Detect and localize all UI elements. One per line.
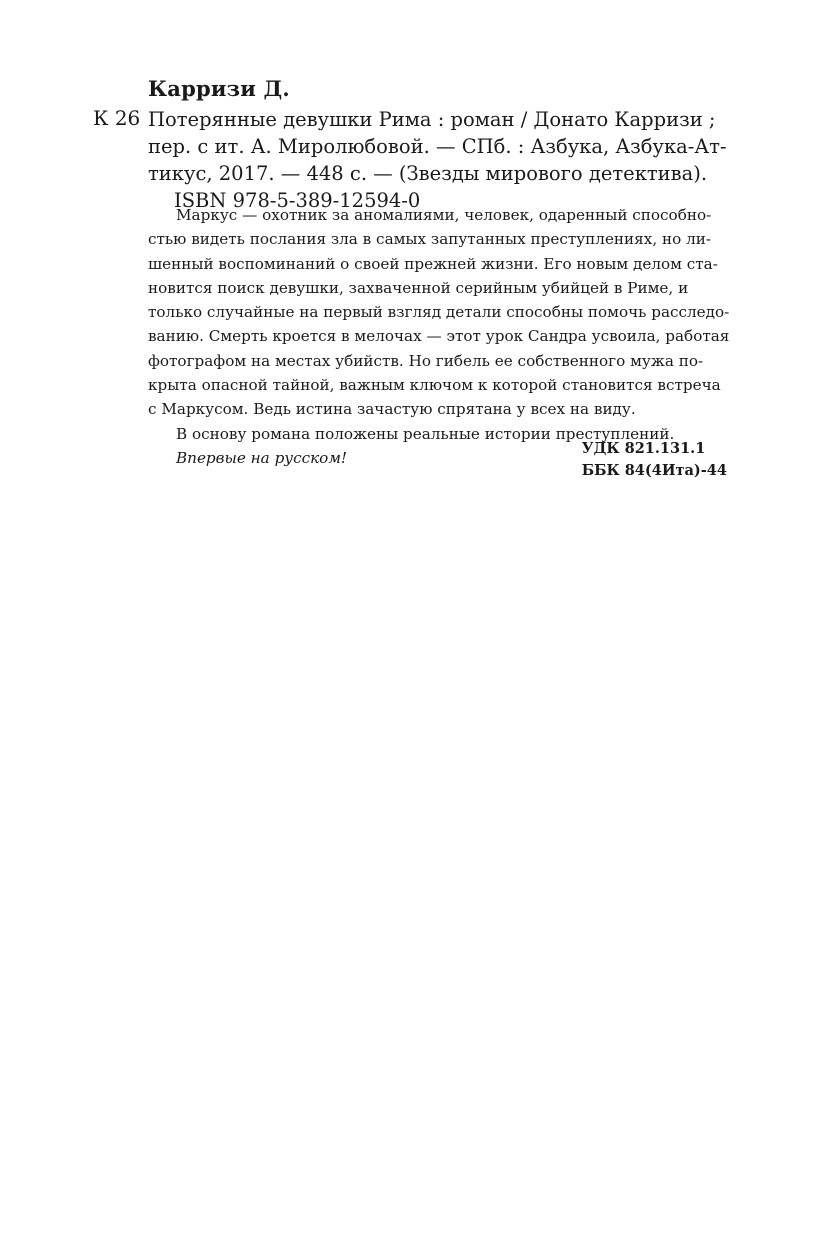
bbk-code: ББК 84(4Ита)-44: [581, 462, 727, 479]
bib-line: пер. с ит. А. Миролюбовой. — СПб. : Азбука, Азбука-Ат-: [148, 135, 727, 158]
annotation-line: Маркус — охотник за аномалиями, человек, одаренный способно-: [176, 206, 712, 224]
bib-line: тикус, 2017. — 448 с. — (Звезды мирового детектива).: [148, 162, 708, 185]
annotation-line: шенный воспоминаний о своей прежней жизни. Его новым делом ста-: [148, 254, 718, 273]
annotation-note: В основу романа положены реальные истории преступлений.: [176, 424, 675, 443]
annotation-line: с Маркусом. Ведь истина зачастую спрятана у всех на виду.: [148, 400, 636, 419]
isbn: ISBN 978-5-389-12594-0: [174, 189, 421, 212]
annotation-line: новится поиск девушки, захваченной серийным убийцей в Риме, и: [148, 278, 689, 297]
author-mark-code: К 26: [93, 106, 141, 130]
annotation-line: фотографом на местах убийств. Но гибель ее собственного мужа по-: [148, 351, 704, 370]
first-time-in-russian: Впервые на русском!: [176, 448, 348, 467]
bib-line: Потерянные девушки Рима : роман / Донато Карризи ;: [148, 108, 716, 131]
annotation-line: стью видеть послания зла в самых запутанных преступлениях, но ли-: [148, 230, 711, 249]
bibliographic-description: [148, 106, 728, 214]
udk-code: УДК 821.131.1: [581, 440, 706, 457]
annotation-line: крыта опасной тайной, важным ключом к которой становится встреча: [148, 376, 721, 395]
classification-codes: [582, 438, 727, 482]
annotation-line: ванию. Смерть кроется в мелочах — этот урок Сандра усвоила, работая: [148, 327, 730, 346]
annotation: [148, 203, 730, 470]
author-name: Карризи Д.: [148, 76, 290, 101]
annotation-line: только случайные на первый взгляд детали способны помочь расследо-: [148, 303, 730, 322]
